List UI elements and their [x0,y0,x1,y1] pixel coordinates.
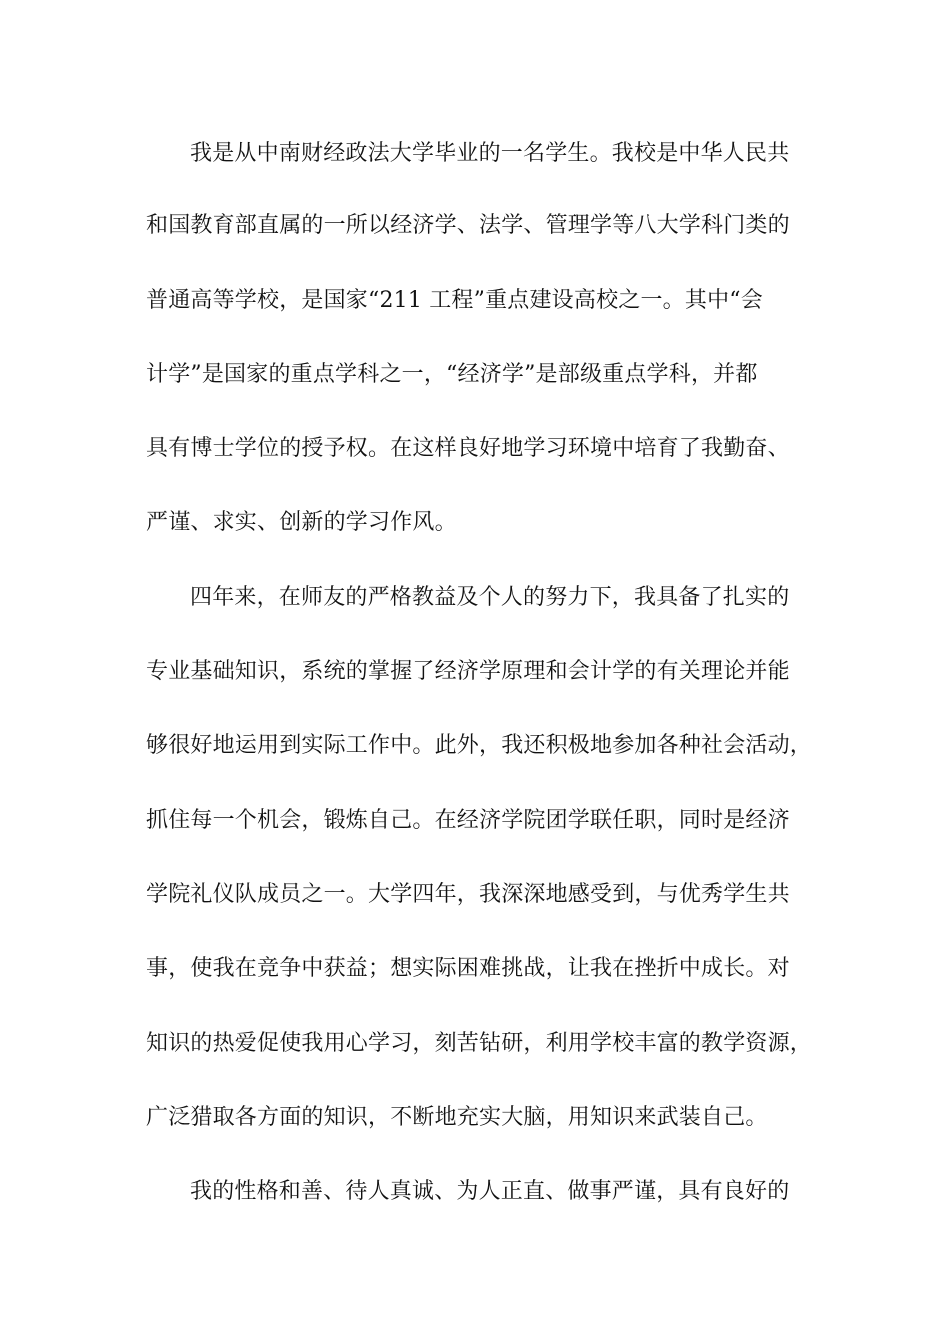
paragraph-2-line-3: 够很好地运用到实际工作中。此外，我还积极地参加各种社会活动， [146,733,813,758]
paragraph-1-line-4: 计学”是国家的重点学科之一，“经济学”是部级重点学科，并都 [146,362,758,387]
paragraph-2-line-2: 专业基础知识，系统的掌握了经济学原理和会计学的有关理论并能 [146,659,790,684]
paragraph-2-line-8: 广泛猎取各方面的知识，不断地充实大脑，用知识来武装自己。 [146,1105,768,1130]
paragraph-1-line-1: 我是从中南财经政法大学毕业的一名学生。我校是中华人民共 [190,141,790,166]
paragraph-2-line-4: 抓住每一个机会，锻炼自己。在经济学院团学联任职，同时是经济 [146,808,790,833]
paragraph-1-line-3: 普通高等学校，是国家“211 工程”重点建设高校之一。其中“会 [146,288,763,313]
paragraph-2-line-5: 学院礼仪队成员之一。大学四年，我深深地感受到，与优秀学生共 [146,882,790,907]
paragraph-1-line-5: 具有博士学位的授予权。在这样良好地学习环境中培育了我勤奋、 [146,436,790,461]
paragraph-1-line-6: 严谨、求实、创新的学习作风。 [146,510,457,535]
paragraph-1-line-2: 和国教育部直属的一所以经济学、法学、管理学等八大学科门类的 [146,213,790,238]
paragraph-2-line-1: 四年来，在师友的严格教益及个人的努力下，我具备了扎实的 [190,585,790,610]
paragraph-3-line-1: 我的性格和善、待人真诚、为人正直、做事严谨，具有良好的 [190,1179,790,1204]
paragraph-2-line-7: 知识的热爱促使我用心学习，刻苦钻研，利用学校丰富的教学资源， [146,1031,813,1056]
paragraph-2-line-6: 事，使我在竞争中获益；想实际困难挑战，让我在挫折中成长。对 [146,956,790,981]
